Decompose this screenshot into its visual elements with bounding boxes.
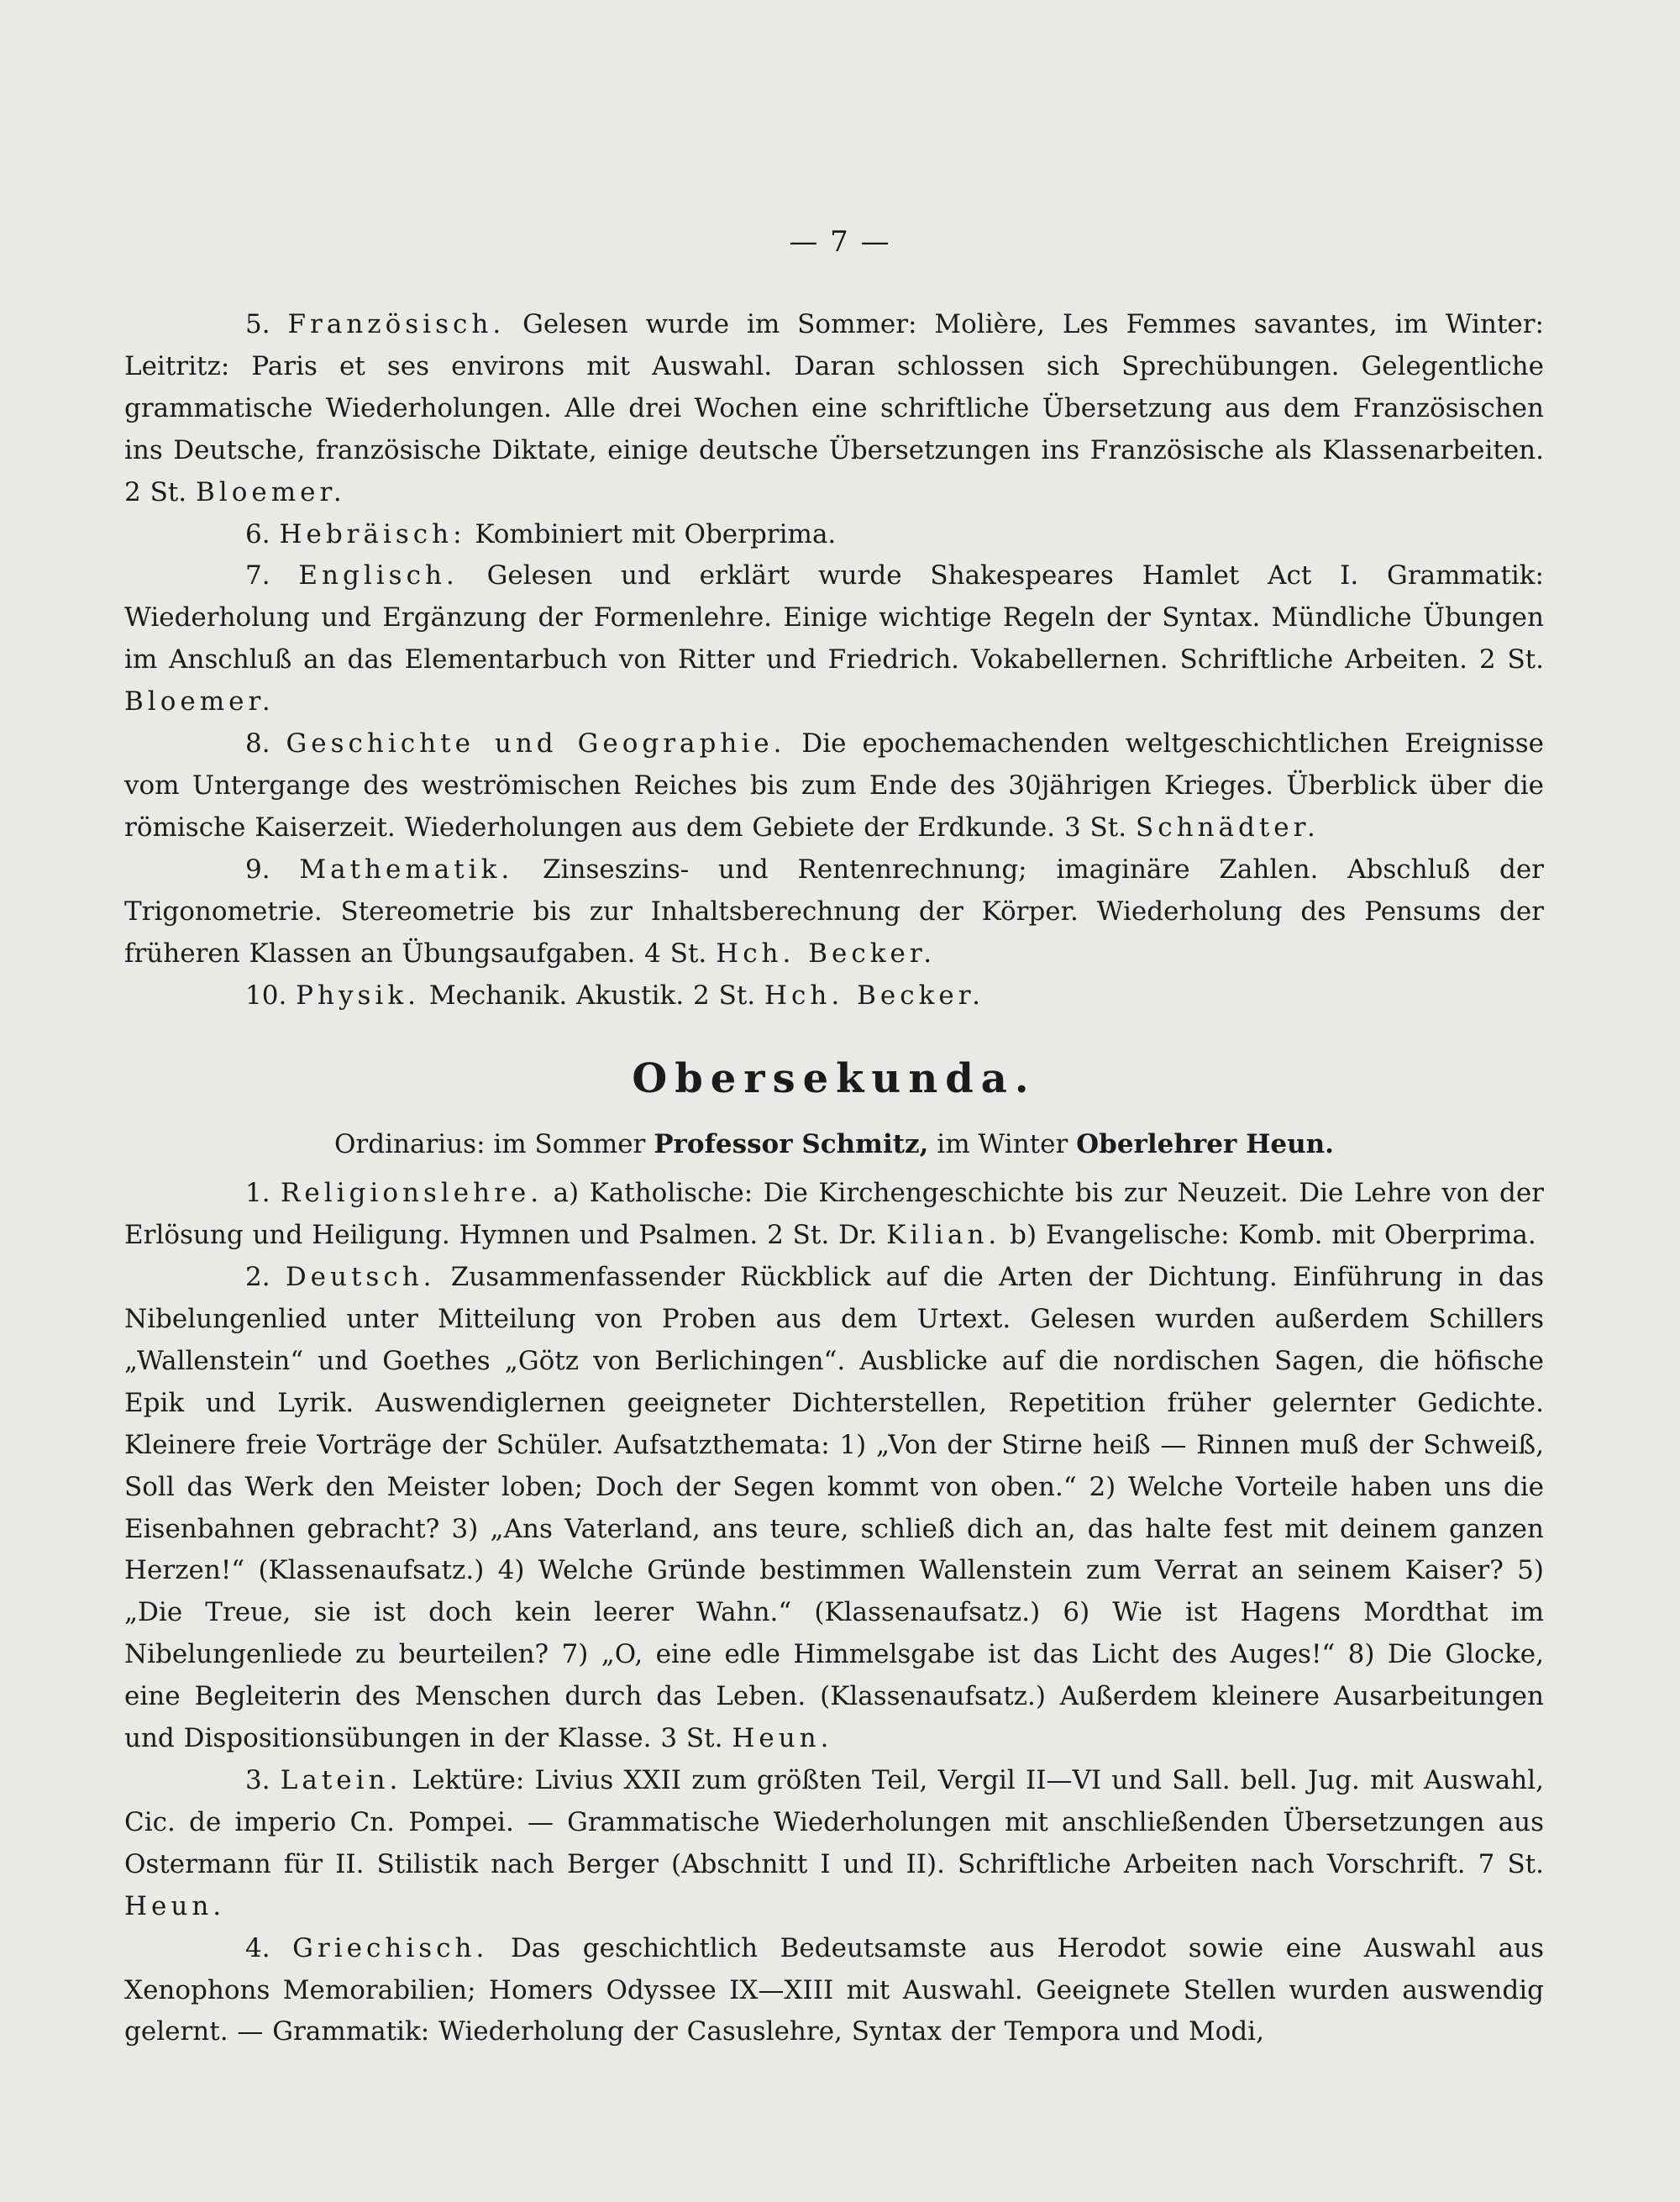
item-number: 2. — [245, 1262, 270, 1293]
teacher-name: Hch. Becker. — [764, 980, 984, 1011]
section-title: Obersekunda. — [632, 1055, 1037, 1103]
subject-heading: Latein. — [280, 1765, 402, 1795]
paragraph-text: Lektüre: Livius XXII zum größten Teil, Vergil II—VI und Sall. bell. Jug. mit Auswahl, Cic. de imperio Cn. Pompei. — Grammatische Wiederholungen mit anschließenden Übersetzungen aus Ostermann für II. Stilistik nach Berger (Abschnitt I und II). Schriftliche Arbeiten nach Vorschrift. 7 St. — [124, 1765, 1545, 1879]
paragraph-hebraeisch — [124, 514, 1544, 556]
subject-heading: Französisch. — [287, 309, 506, 339]
item-number: 10. — [245, 980, 287, 1011]
item-number: 9. — [245, 854, 270, 885]
teacher-name: Heun. — [732, 1723, 833, 1754]
paragraph-geschichte — [124, 723, 1544, 849]
subject-heading: Hebräisch: — [279, 518, 466, 549]
teacher-name: Heun. — [124, 1890, 226, 1921]
subject-heading: Englisch. — [298, 560, 459, 591]
ordinarius-prefix: Ordinarius: im Sommer — [334, 1129, 646, 1160]
item-number: 7. — [245, 560, 270, 591]
paragraph-text: Kombiniert mit Oberprima. — [475, 518, 837, 549]
paragraph-mathematik — [124, 849, 1544, 975]
paragraph-physik — [124, 975, 1544, 1017]
ordinarius-mid: im Winter — [937, 1129, 1068, 1160]
ordinarius-line — [124, 1124, 1544, 1166]
teacher-name: Bloemer. — [196, 476, 346, 507]
teacher-name: Bloemer. — [124, 686, 275, 717]
teacher-name: Hch. Becker. — [716, 938, 937, 969]
paragraph-text: Gelesen und erklärt wurde Shakespeares Hamlet Act I. Grammatik: Wiederholung und Ergänzung der Formenlehre. Einige wichtige Regeln der Syntax. Mündliche Übungen im Anschluß an das Elementarbuch von Ritter und Friedrich. Vokabellernen. Schriftliche Arbeiten. 2 St. — [124, 560, 1545, 675]
paragraph-text: Zusammenfassender Rückblick auf die Arten der Dichtung. Einführung in das Nibelungenlied unter Mitteilung von Proben aus dem Urtext. Gelesen wurden außerdem Schillers „Wallenstein“ und Goethes „Götz von Berlichingen“. Ausblicke auf die nordischen Sagen, die höfische Epik und Lyrik. Auswendiglernen geeigneter Dichterstellen, Repetition früher gelernter Gedichte. Kleinere freie Vorträge der Schüler. Aufsatzthemata: 1) „Von der Stirne heiß — Rinnen muß der Schweiß, Soll das Werk den Meister loben; Doch der Segen kommt von oben.“ 2) Welche Vorteile haben uns die Eisenbahnen gebracht? 3) „Ans Vaterland, ans teure, schließ dich an, das halte fest mit deinem ganzen Herzen!“ (Klassenaufsatz.) 4) Welche Gründe bestimmen Wallenstein zum Verrat an seinem Kaiser? 5) „Die Treue, sie ist doch kein leerer Wahn.“ (Klassenaufsatz.) 6) Wie ist Hagens Mordthat im Nibelungenliede zu beurteilen? 7) „O, eine edle Himmelsgabe ist das Licht des Auges!“ 8) Die Glocke, eine Begleiterin des Menschen durch das Leben. (Klassenaufsatz.) Außerdem kleinere Ausarbeitungen und Dispositionsübungen in der Klasse. 3 St. — [124, 1262, 1544, 1754]
item-number: 5. — [245, 309, 270, 339]
ordinarius-summer: Professor Schmitz, — [654, 1129, 929, 1160]
teacher-name: Schnädter. — [1135, 812, 1320, 843]
subject-heading: Religionslehre. — [281, 1178, 543, 1209]
paragraph-text: Gelesen wurde im Sommer: Molière, Les Femmes savantes, im Winter: Leitritz: Paris et ses environs mit Auswahl. Daran schlossen sich Sprechübungen. Gelegentliche grammatische Wiederholungen. Alle drei Wochen eine schriftliche Übersetzung aus dem Französischen ins Deutsche, französische Diktate, einige deutsche Übersetzungen ins Französische als Klassenarbeiten. 2 St. — [124, 309, 1545, 507]
ordinarius-winter: Oberlehrer Heun. — [1076, 1129, 1334, 1160]
item-number: 3. — [245, 1765, 270, 1795]
subject-heading: Geschichte und Geographie. — [286, 728, 786, 759]
paragraph-griechisch — [124, 1928, 1544, 2054]
subject-heading: Deutsch. — [285, 1262, 436, 1293]
paragraph-franzoesisch — [124, 304, 1544, 514]
item-number: 6. — [245, 518, 270, 549]
item-number: 8. — [245, 728, 270, 759]
item-number: 4. — [245, 1932, 270, 1963]
page-number: — 7 — — [789, 225, 891, 259]
teacher-name: Kilian. — [886, 1220, 1001, 1251]
paragraph-text: a) Katholische: Die Kirchengeschichte bis zur Neuzeit. Die Lehre von der Erlösung und Heiligung. Hymnen und Psalmen. 2 St. Dr. — [124, 1178, 1544, 1251]
subject-heading: Griechisch. — [292, 1932, 489, 1963]
paragraph-religionslehre — [124, 1173, 1544, 1257]
paragraph-text: Zinseszins- und Rentenrechnung; imaginäre Zahlen. Abschluß der Trigonometrie. Stereometrie bis zur Inhaltsberechnung der Körper. Wiederholung des Pensums der früheren Klassen an Übungsaufgaben. 4 St. — [124, 854, 1545, 969]
paragraph-tail: b) Evangelische: Komb. mit Oberprima. — [1010, 1220, 1536, 1251]
paragraph-latein — [124, 1760, 1544, 1928]
paragraph-text: Das geschichtlich Bedeutsamste aus Herodot sowie eine Auswahl aus Xenophons Memorabilien; Homers Odyssee IX—XIII mit Auswahl. Geeignete Stellen wurden auswendig gelernt. — Grammatik: Wiederholung der Casuslehre, Syntax der Tempora und Modi, — [124, 1932, 1545, 2047]
paragraph-text: Die epochemachenden weltgeschichtlichen Ereignisse vom Untergange des weströmischen Reiches bis zum Ende des 30jährigen Krieges. Überblick über die römische Kaiserzeit. Wiederholungen aus dem Gebiete der Erdkunde. 3 St. — [124, 728, 1544, 843]
page-content — [124, 304, 1544, 2053]
item-number: 1. — [245, 1178, 270, 1209]
paragraph-text: Mechanik. Akustik. 2 St. — [428, 980, 756, 1011]
subject-heading: Physik. — [296, 980, 420, 1011]
paragraph-deutsch — [124, 1257, 1544, 1760]
subject-heading: Mathematik. — [299, 854, 514, 885]
paragraph-englisch — [124, 555, 1544, 723]
